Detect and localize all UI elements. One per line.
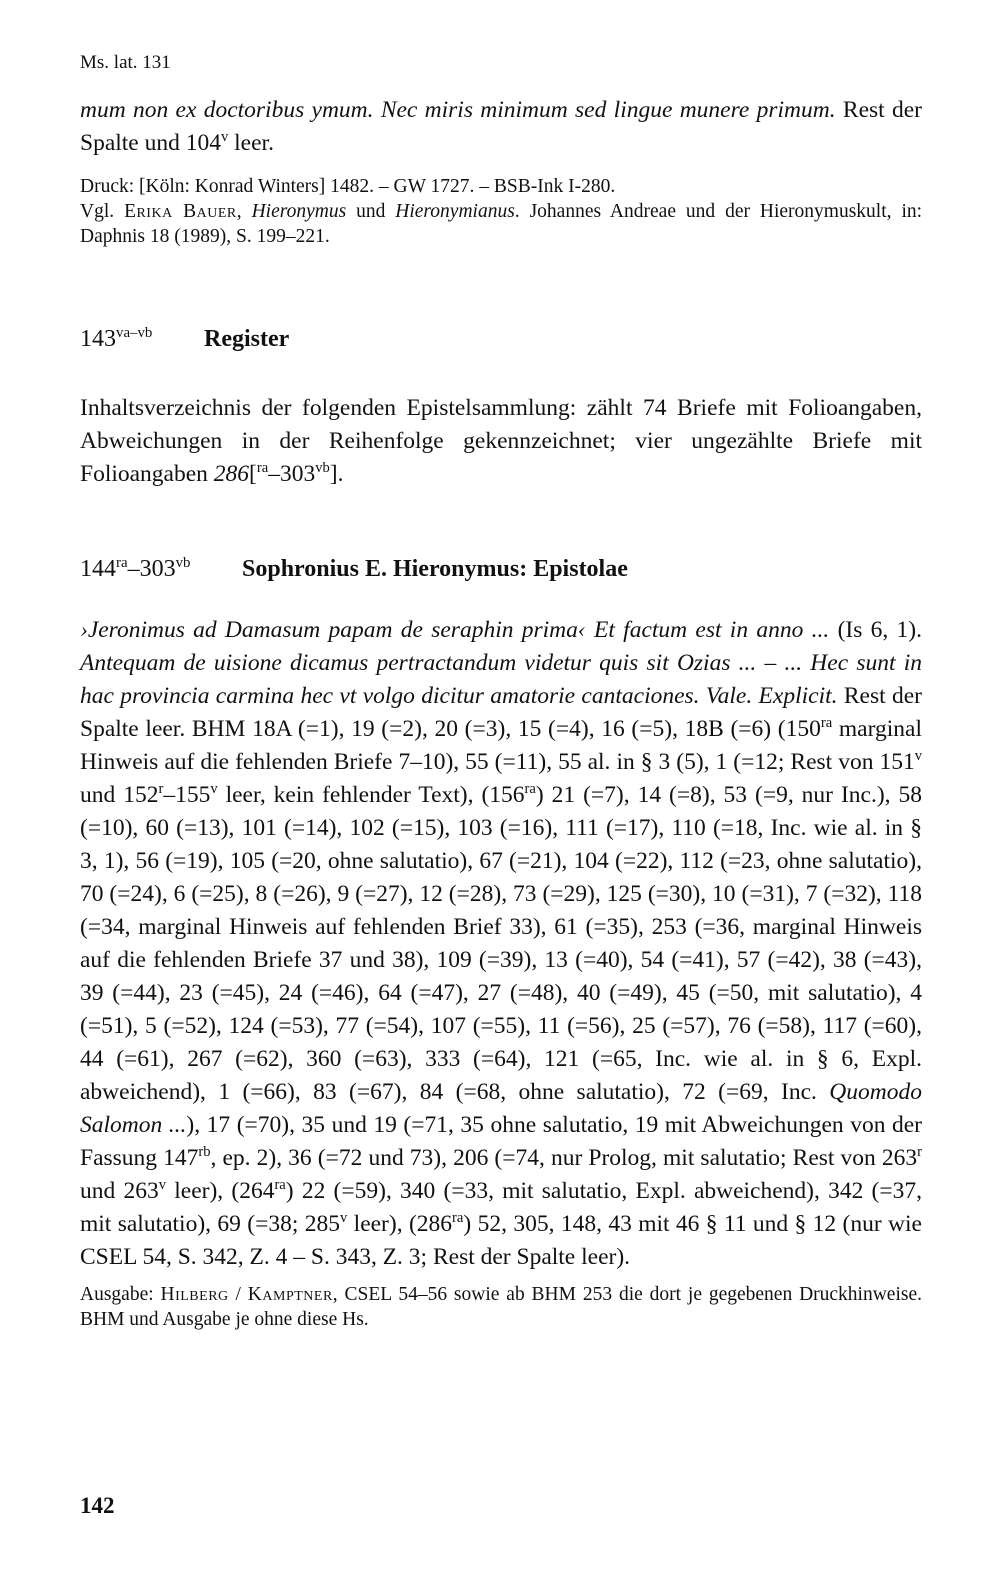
register-folio: $143^{va-vb}$: [80, 325, 153, 352]
register-title: Register: [204, 326, 290, 352]
epistolae-title: Sophronius E. Hieronymus: Epistolae: [242, 556, 628, 582]
epistolae-heading: [80, 553, 922, 586]
running-head: Ms. lat. 131: [80, 52, 171, 73]
intro-italic: mum non ex doctoribus ymum. Nec miris minimum sed lingue munere primum.: [80, 97, 836, 123]
epistolae-folio: $144^{ra}-303^{vb}$: [80, 555, 191, 582]
edition-note: Ausgabe: Hilberg / Kamptner, CSEL 54–56 sowie ab BHM 253 die dort je gegebenen Druckhinweise. BHM und Ausgabe je ohne diese Hs.: [80, 1284, 922, 1330]
epistolae-text: ›Jeronimus ad Damasum papam de seraphin prima‹ Et factum est in anno ... (Is 6, 1). Antequam de uisione dicamus pertractandum videtur quis sit Ozias ... – ... Hec sunt in hac provincia carmina hec vt volgo dicitur amatorie cantaciones. Vale. Explicit. Rest der Spalte leer. BHM 18A (=1), 19 (=2), 20 (=3), 15 (=4), 16 (=5), 18B (=6) ($150^{ra}$ marginal Hinweis auf die fehlenden Briefe 7–10), 55 (=11), 55 al. in § 3 (5), 1 (=12; Rest von 151$^v$ und 152$^r$–155$^v$ leer, kein fehlender Text), $(156^{ra})$ 21 (=7), 14 (=8), 53 (=9, nur Inc.), 58 (=10), 60 (=13), 101 (=14), 102 (=15), 103 (=16), 111 (=17), 110 (=18, Inc. wie al. in § 3, 1), 56 (=19), 105 (=20, ohne salutatio), 67 (=21), 104 (=22), 112 (=23, ohne salutatio), 70 (=24), 6 (=25), 8 (=26), 9 (=27), 12 (=28), 73 (=29), 125 (=30), 10 (=31), 7 (=32), 118 (=34, marginal Hinweis auf fehlenden Brief 33), 61 (=35), 253 (=36, marginal Hinweis auf die fehlenden Briefe 37 und 38), 109 (=39), 13 (=40), 54 (=41), 57 (=42), 38 (=43), 39 (=44), 23 (=45), 24 (=46), 64 (=47), 27 (=48), 40 (=49), 45 (=50, mit salutatio), 4 (=51), 5 (=52), 124 (=53), 77 (=54), 107 (=55), 11 (=56), 25 (=57), 76 (=58), 117 (=60), 44 (=61), 267 (=62), 360 (=63), 333 (=64), 121 (=65, Inc. wie al. in § 6, Expl. abweichend), 1 (=66), 83 (=67), 84 (=68, ohne salutatio), 72 (=69, Inc. Quomodo Salomon ...), 17 (=70), 35 und 19 (=71, 35 ohne salutatio, 19 mit Abweichungen von der Fassung $147^{rb}$, ep. 2), 36 (=72 und 73), 206 (=74, nur Prolog, mit salutatio; Rest von 263$^r$ und 263$^v$ leer), $(264^{ra})$ 22 (=59), 340 (=33, mit salutatio, Expl. abweichend), 342 (=37, mit salutatio), 69 (=38; 285$^v$ leer), $(286^{ra})$ 52, 305, 148, 43 mit 46 § 11 und § 12 (nur wie CSEL 54, S. 342, Z. 4 – S. 343, Z. 3; Rest der Spalte leer).: [80, 617, 923, 1270]
vgl-line: Vgl. Erika Bauer, Hieronymus und Hieronymianus. Johannes Andreae und der Hieronymuskult, in: Daphnis 18 (1989), S. 199–221.: [80, 201, 923, 247]
register-text: Inhaltsverzeichnis der folgenden Epistelsammlung: zählt 74 Briefe mit Folioangaben, Abweichungen in der Reihenfolge gekennzeichnet; vier ungezählte Briefe mit Folioangaben $286[^{ra}-303^{vb}]$.: [80, 395, 922, 487]
intro-paragraph: mum non ex doctoribus ymum. Nec miris minimum sed lingue munere primum. Rest der Spalte und 104$^v$ leer.: [80, 97, 922, 156]
vgl-author: Erika Bauer: [124, 201, 237, 222]
print-note: [80, 174, 922, 249]
register-heading: [80, 323, 922, 356]
page-number: 142: [80, 1493, 115, 1518]
page-content: [80, 52, 922, 1332]
druck-line: Druck: [Köln: Konrad Winters] 1482. – GW 1727. – BSB-Ink I-280.: [80, 176, 616, 197]
